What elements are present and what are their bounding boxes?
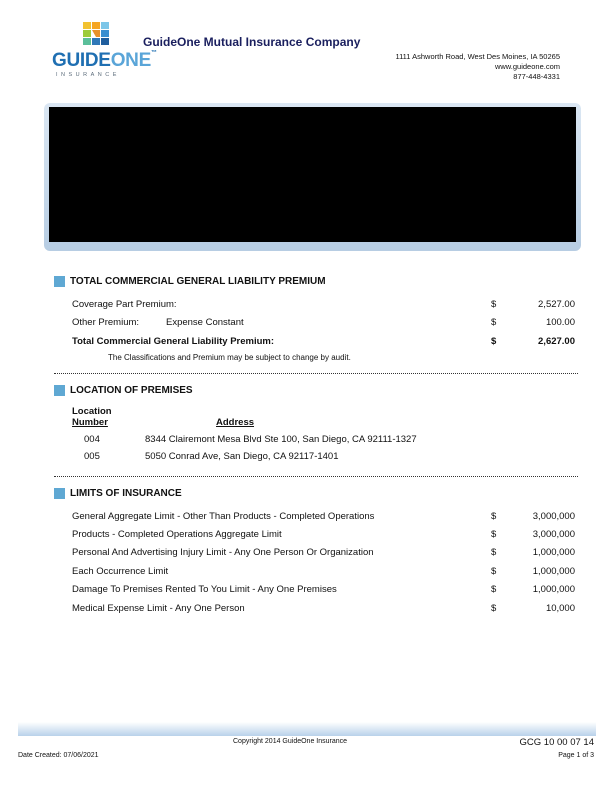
limit-label: Damage To Premises Rented To You Limit - Any One Premises (72, 584, 337, 595)
redacted-policy-banner (44, 103, 581, 251)
limit-label: Personal And Advertising Injury Limit - Any One Person Or Organization (72, 547, 374, 558)
location-number-header-line2: Number (72, 417, 108, 428)
section-divider (54, 373, 578, 374)
redaction-block (49, 107, 576, 242)
company-contact (395, 52, 560, 82)
currency-symbol: $ (491, 511, 497, 522)
company-website: www.guideone.com (494, 62, 560, 71)
premium-heading-text: TOTAL COMMERCIAL GENERAL LIABILITY PREMIUM (70, 276, 326, 287)
footer-copyright: Copyright 2014 GuideOne Insurance (233, 738, 348, 745)
location-section-heading (54, 385, 193, 396)
company-name: GuideOne Mutual Insurance Company (143, 35, 361, 49)
other-premium-amount: 100.00 (545, 317, 575, 328)
logo-word-one: ONE (110, 50, 151, 71)
location-number: 004 (84, 434, 100, 445)
limit-label: General Aggregate Limit - Other Than Products - Completed Operations (72, 511, 375, 522)
logo-trademark: ™ (150, 50, 157, 56)
company-address: 1111 Ashworth Road, West Des Moines, IA 50265 (395, 52, 560, 61)
currency-symbol: $ (491, 566, 497, 577)
footer-page-number: Page 1 of 3 (558, 752, 594, 759)
section-divider (54, 476, 578, 477)
location-number-header (72, 406, 112, 428)
logo-word-guide: GUIDE (52, 50, 111, 71)
other-premium-type: Expense Constant (166, 317, 244, 328)
limit-label: Products - Completed Operations Aggregate Limit (72, 529, 282, 540)
limits-heading-text: LIMITS OF INSURANCE (70, 488, 182, 499)
section-marker-icon (54, 385, 65, 396)
company-phone: 877-448-4331 (513, 72, 560, 81)
currency-symbol: $ (491, 336, 497, 347)
location-number-header-line1: Location (72, 406, 112, 417)
limit-amount: 1,000,000 (532, 566, 575, 577)
limit-amount: 1,000,000 (532, 547, 575, 558)
limit-label: Medical Expense Limit - Any One Person (72, 603, 245, 614)
currency-symbol: $ (491, 299, 497, 310)
limit-amount: 3,000,000 (532, 511, 575, 522)
limit-amount: 10,000 (545, 603, 575, 614)
currency-symbol: $ (491, 529, 497, 540)
location-address: 8344 Clairemont Mesa Blvd Ste 100, San Diego, CA 92111-1327 (145, 434, 417, 445)
logo-wordmark (52, 50, 157, 72)
address-header: Address (216, 417, 255, 428)
section-marker-icon (54, 276, 65, 287)
coverage-part-premium-amount: 2,527.00 (538, 299, 575, 310)
limits-section-heading (54, 488, 182, 499)
footer-date-created: Date Created: 07/06/2021 (18, 752, 99, 759)
currency-symbol: $ (491, 547, 497, 558)
footer-bar (18, 722, 596, 736)
location-number: 005 (84, 451, 100, 462)
logo-subtitle: INSURANCE (56, 72, 120, 78)
currency-symbol: $ (491, 603, 497, 614)
total-premium-label: Total Commercial General Liability Premium: (72, 336, 275, 347)
limit-label: Each Occurrence Limit (72, 566, 169, 577)
guideone-logo-mark-icon (83, 22, 109, 46)
premium-section-heading (54, 276, 326, 287)
currency-symbol: $ (491, 317, 497, 328)
section-marker-icon (54, 488, 65, 499)
footer-form-code: GCG 10 00 07 14 (519, 737, 594, 748)
guideone-logo (52, 22, 157, 82)
total-premium-amount: 2,627.00 (538, 336, 575, 347)
location-address: 5050 Conrad Ave, San Diego, CA 92117-1401 (145, 451, 339, 462)
coverage-part-premium-label: Coverage Part Premium: (72, 299, 177, 310)
other-premium-label: Other Premium: (72, 317, 140, 328)
audit-note: The Classifications and Premium may be subject to change by audit. (108, 353, 351, 362)
limit-amount: 3,000,000 (532, 529, 575, 540)
currency-symbol: $ (491, 584, 497, 595)
limit-amount: 1,000,000 (532, 584, 575, 595)
location-heading-text: LOCATION OF PREMISES (70, 385, 193, 396)
